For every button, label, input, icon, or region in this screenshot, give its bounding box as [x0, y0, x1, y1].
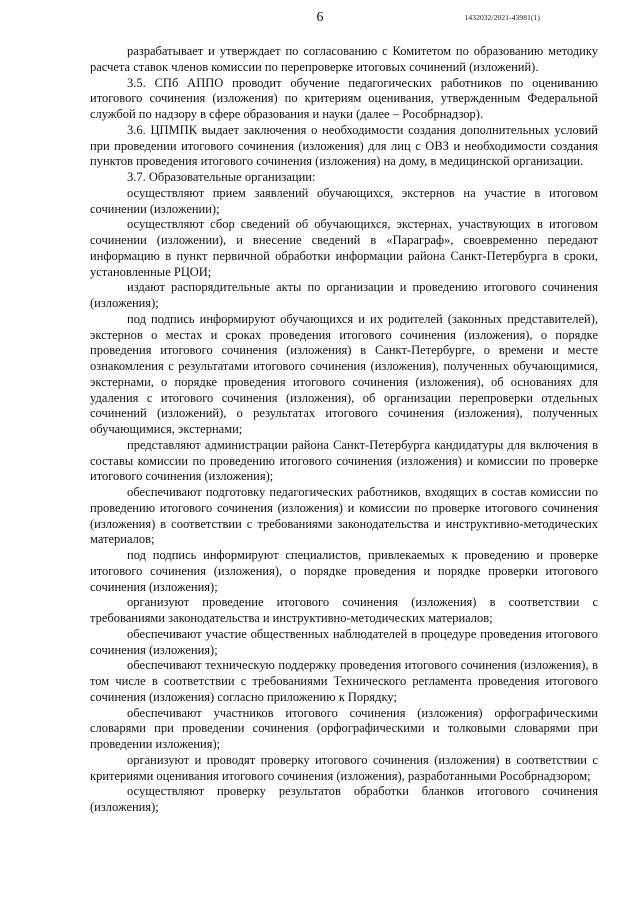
list-item: обеспечивают подготовку педагогических работников, входящих в состав комиссии по проведению итогового сочинения (изложения) и комиссии по проверке итогового сочинения (изложения) в соответствии с требованиями законодательства и инструктивно-методических материалов;: [90, 485, 598, 547]
list-item: представляют администрации района Санкт-Петербурга кандидатуры для включения в составы комиссии по проведению итогового сочинения (изложения) и комиссии по проверке итогового сочинения (изложения);: [90, 437, 598, 484]
list-item: обеспечивают техническую поддержку проведения итогового сочинения (изложения), в том числе в соответствии с требованиями Технического регламента проведения итогового сочинения (изложения) согласно приложению к Порядку;: [90, 658, 598, 704]
list-item: организуют и проводят проверку итогового сочинения (изложения) в соответствии с критериями оценивания итогового сочинения (изложения), разработанными Рособрнадзором;: [90, 752, 598, 783]
list-item: осуществляют сбор сведений об обучающихся, экстернах, участвующих в итоговом сочинении (изложении), и внесение сведений в «Параграф», своевременно передают информацию в пункт первичной обработки информации района Санкт-Петербурга в сроки, установленные РЦОИ;: [90, 217, 598, 279]
list-item: обеспечивают участников итогового сочинения (изложения) орфографическими словарями при проведении сочинения (орфографическими и толковыми словарями при проведении изложения);: [90, 705, 598, 751]
paragraph: разрабатывает и утверждает по согласованию с Комитетом по образованию методику расчета ставок членов комиссии по перепроверке итоговых сочинений (изложений).: [90, 44, 598, 74]
document-id: 1432032/2021-43981(1): [464, 13, 540, 22]
list-item: осуществляют проверку результатов обработки бланков итогового сочинения (изложения);: [90, 784, 598, 814]
section-heading: 3.7. Образовательные организации:: [127, 170, 316, 184]
list-item: обеспечивают участие общественных наблюдателей в процедуре проведения итогового сочинения (изложения);: [90, 626, 598, 657]
document-body: [90, 44, 598, 816]
list-item: издают распорядительные акты по организации и проведению итогового сочинения (изложения);: [90, 280, 598, 310]
paragraph: 3.5. СПб АППО проводит обучение педагогических работников по оцениванию итогового сочинения (изложения) по критериям оценивания, утвержденным Федеральной службой по надзору в сфере образования и науки (далее – Рособрнадзор).: [90, 75, 598, 121]
list-item: организуют проведение итогового сочинения (изложения) в соответствии с требованиями законодательства и инструктивно-методических материалов;: [90, 595, 598, 625]
paragraph: 3.6. ЦПМПК выдает заключения о необходимости создания дополнительных условий при проведении итогового сочинения (изложения) для лиц с ОВЗ и необходимости создания пунктов проведения итогового сочинения (изложения) на дому, в медицинской организации.: [90, 122, 598, 169]
page-number: 6: [316, 10, 324, 25]
list-item: под подпись информируют обучающихся и их родителей (законных представителей), экстернов о местах и сроках проведения итогового сочинения (изложения), о порядке проведения итогового сочинения (изложения) в Санкт-Петербурге, о времени и месте ознакомления с результатами итогового сочинения (изложения), полученных обучающимися, экстернами, о порядке проведения итогового сочинения (изложения), об основаниях для удаления с итогового сочинения (изложения), об организации перепроверки отдельных сочинений (изложений), о результатах итогового сочинения (изложения), полученных обучающимися, экстернами;: [90, 311, 598, 436]
list-item: под подпись информируют специалистов, привлекаемых к проведению и проверке итогового сочинения (изложения), о порядке проведения и порядке проверки итогового сочинения (изложения);: [90, 548, 598, 594]
list-item: осуществляют прием заявлений обучающихся, экстернов на участие в итоговом сочинении (изложении);: [90, 185, 598, 216]
